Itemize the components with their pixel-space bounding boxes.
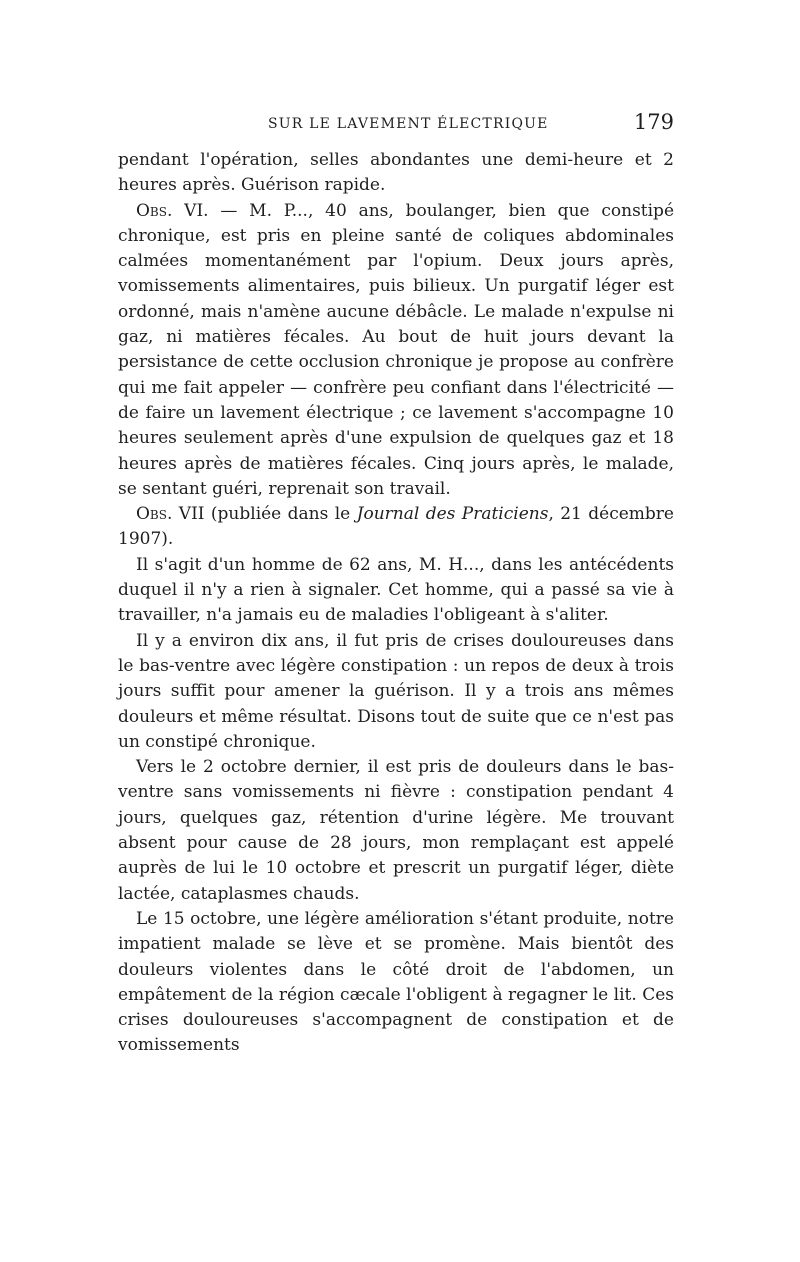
paragraph-text: Vers le 2 octobre dernier, il est pris de douleurs dans le bas-ventre sans vomissements ni fièvre : constipation pendant 4 jours, quelques gaz, rétention d'urine légère. Me trouvant absent pour cause de 28 jours, mon remplaçant est appelé auprès de lui le 10 octobre et prescrit un purgatif léger, diète lactée, cataplasmes chauds. bbox=[118, 757, 674, 904]
page-header bbox=[118, 112, 674, 142]
running-title: SUR LE LAVEMENT ÉLECTRIQUE bbox=[268, 116, 549, 132]
paragraph-text: Il y a environ dix ans, il fut pris de crises douloureuses dans le bas-ventre avec légère constipation : un repos de deux à trois jours suffit pour amener la guérison. Il y a trois ans mêmes douleurs et même résultat. Disons tout de suite que ce n'est pas un constipé chronique. bbox=[118, 630, 674, 752]
paragraph-text: pendant l'opération, selles abondantes une demi-heure et 2 heures après. Guérison rapide. bbox=[118, 150, 674, 196]
book-page bbox=[118, 112, 674, 1059]
paragraph-text: Le 15 octobre, une légère amélioration s'étant produite, notre impatient malade se lève et se promène. Mais bientôt des douleurs violentes dans le côté droit de l'abdomen, un empâtement de la région cæcale l'obligent à regagner le lit. Ces crises douloureuses s'accompagnent de constipation et de vomissements bbox=[118, 908, 674, 1056]
paragraph-prior-crises bbox=[118, 629, 674, 755]
journal-title: Journal des Praticiens bbox=[356, 504, 549, 525]
paragraph-continuation bbox=[118, 148, 674, 199]
paragraph-text: — M. P..., 40 ans, boulanger, bien que constipé chronique, est pris en pleine santé de coliques abdominales calmées momentanément par l'opium. Deux jours après, vomissements alimentaires, puis bilieux. Un purgatif léger est ordonné, mais n'amène aucune débâcle. Le malade n'expulse ni gaz, ni matières fécales. Au bout de huit jours devant la persistance de cette occlusion chronique je propose au confrère qui me fait appeler — confrère peu confiant dans l'électricité — de faire un lavement électrique ; ce lavement s'accompagne 10 heures seulement après d'une expulsion de quelques gaz et 18 heures après de matières fécales. Cinq jours après, le malade, se sentant guéri, reprenait son travail. bbox=[118, 200, 675, 499]
paragraph-patient-history bbox=[118, 553, 674, 629]
paragraph-text: Il s'agit d'un homme de 62 ans, M. H..., dans les antécédents duquel il n'y a rien à signaler. Cet homme, qui a passé sa vie à travailler, n'a jamais eu de maladies l'obligeant à s'aliter. bbox=[118, 554, 674, 626]
paragraph-relapse bbox=[118, 907, 674, 1059]
paragraph-text: VII (publiée dans le bbox=[172, 504, 357, 525]
observation-label: Obs. bbox=[136, 504, 173, 525]
paragraph-obs-vii bbox=[118, 502, 674, 553]
page-number: 179 bbox=[633, 110, 674, 134]
paragraph-text: , 21 décembre 1907). bbox=[118, 504, 674, 550]
body-text bbox=[118, 148, 674, 1059]
observation-label: Obs. VI. bbox=[136, 200, 209, 221]
paragraph-october-onset bbox=[118, 755, 674, 907]
paragraph-obs-vi bbox=[118, 199, 674, 503]
